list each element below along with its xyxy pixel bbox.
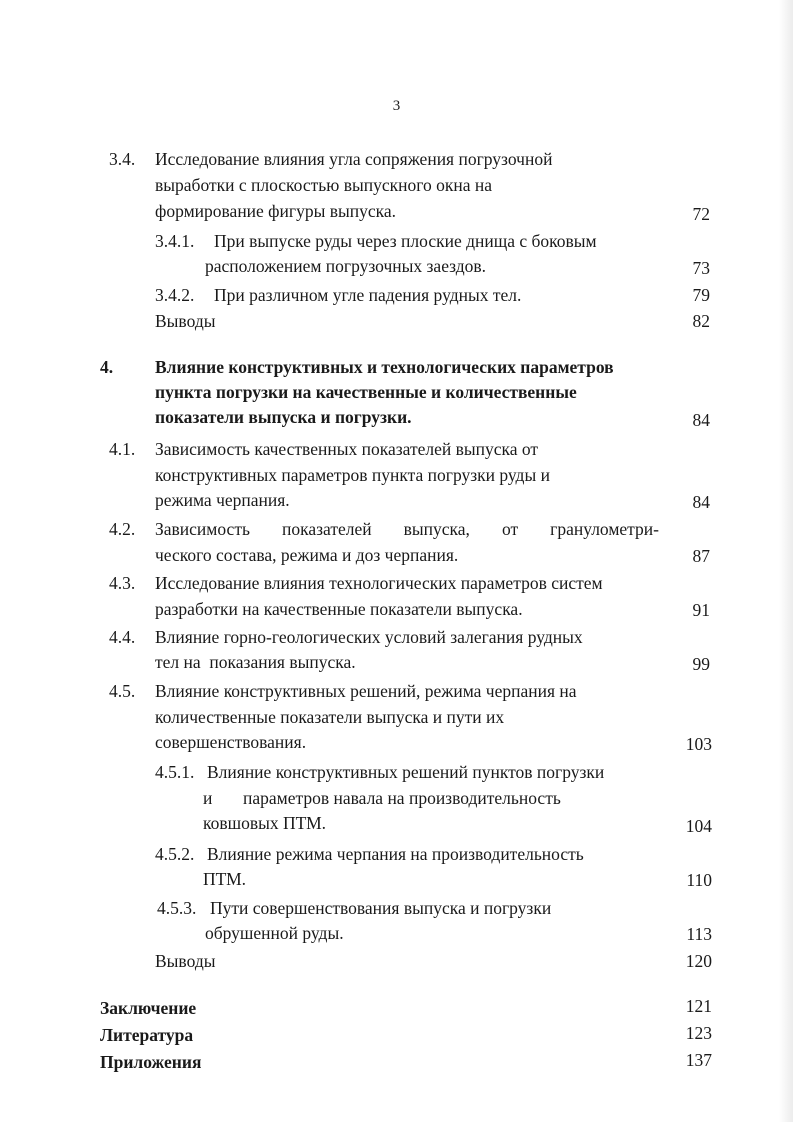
toc-page-literature: 123 (685, 1023, 712, 1043)
toc-page-conclusions-4: 120 (685, 951, 712, 971)
toc-entry-4-line2: пункта погрузки на качественные и количественные (155, 382, 577, 402)
toc-number-4: 4. (100, 357, 114, 377)
toc-number-4-5: 4.5. (109, 681, 136, 701)
toc-number-4-1: 4.1. (109, 439, 136, 459)
toc-entry-4-5-3-line1: Пути совершенствования выпуска и погрузки (210, 898, 552, 918)
page-number: 3 (392, 98, 401, 114)
toc-entry-3-4-line1: Исследование влияния угла сопряжения погрузочной (155, 149, 553, 169)
toc-number-3-4-2: 3.4.2. (155, 285, 195, 305)
toc-entry-literature: Литература (100, 1025, 194, 1045)
toc-entry-4-1-line1: Зависимость качественных показателей выпуска от (155, 439, 539, 459)
toc-entry-4-5-line1: Влияние конструктивных решений, режима черпания на (155, 681, 577, 701)
toc-page-4-2: 87 (692, 546, 710, 566)
toc-entry-4-line1: Влияние конструктивных и технологических параметров (155, 357, 614, 377)
toc-entry-4-1-line3: режима черпания. (155, 490, 290, 510)
toc-page-appendices: 137 (685, 1050, 712, 1070)
toc-entry-4-5-1-line1: Влияние конструктивных решений пунктов погрузки (207, 762, 605, 782)
toc-entry-4-5-line3: совершенствования. (155, 732, 307, 752)
toc-page-conclusions-3: 82 (692, 311, 710, 331)
toc-number-4-4: 4.4. (109, 627, 136, 647)
toc-entry-appendices: Приложения (100, 1052, 202, 1072)
toc-entry-4-5-3-line2: обрушенной руды. (205, 923, 344, 943)
toc-page-3-4-2: 79 (692, 285, 710, 305)
toc-number-4-2: 4.2. (109, 519, 136, 539)
toc-entry-3-4-1-line1: При выпуске руды через плоские днища с боковым (214, 231, 597, 251)
toc-page-4-3: 91 (692, 600, 710, 620)
toc-page-4-5: 103 (685, 734, 712, 754)
toc-entry-4-3-line1: Исследование влияния технологических параметров систем (155, 573, 603, 593)
toc-entry-4-5-1-line3: ковшовых ПТМ. (203, 813, 327, 833)
toc-entry-4-5-1-line2: и параметров навала на производительность (203, 788, 561, 808)
toc-number-4-5-2: 4.5.2. (155, 844, 195, 864)
toc-number-3-4-1: 3.4.1. (155, 231, 195, 251)
toc-number-3-4: 3.4. (109, 149, 136, 169)
toc-entry-3-4-2-line1: При различном угле падения рудных тел. (214, 285, 522, 305)
toc-entry-4-5-2-line1: Влияние режима черпания на производительность (207, 844, 584, 864)
scan-edge-shadow (779, 0, 793, 1122)
toc-entry-conclusions-4: Выводы (155, 951, 216, 971)
toc-entry-4-4-line1: Влияние горно-геологических условий залегания рудных (155, 627, 583, 647)
toc-entry-4-5-line2: количественные показатели выпуска и пути их (155, 707, 505, 727)
toc-entry-conclusion: Заключение (100, 998, 197, 1018)
toc-number-4-5-3: 4.5.3. (157, 898, 197, 918)
toc-page-4-5-3: 113 (686, 924, 712, 944)
toc-page-4: 84 (692, 410, 710, 430)
toc-entry-4-line3: показатели выпуска и погрузки. (155, 407, 412, 427)
toc-entry-conclusions-3: Выводы (155, 311, 216, 331)
toc-entry-4-1-line2: конструктивных параметров пункта погрузки руды и (155, 465, 550, 485)
toc-entry-4-5-2-line2: ПТМ. (203, 869, 247, 889)
toc-entry-4-2-line2: ческого состава, режима и доз черпания. (155, 545, 459, 565)
toc-page-4-5-1: 104 (685, 816, 712, 836)
toc-entry-3-4-1-line2: расположением погрузочных заездов. (205, 256, 487, 276)
toc-page-3-4-1: 73 (692, 258, 710, 278)
toc-number-4-3: 4.3. (109, 573, 136, 593)
toc-page-4-5-2: 110 (686, 870, 712, 890)
toc-page-conclusion: 121 (685, 996, 712, 1016)
toc-entry-4-3-line2: разработки на качественные показатели выпуска. (155, 599, 523, 619)
toc-entry-4-2-line1: Зависимость показателей выпуска, от гранулометри- (155, 519, 659, 539)
toc-number-4-5-1: 4.5.1. (155, 762, 195, 782)
toc-page-3-4: 72 (692, 204, 710, 224)
toc-page-4-4: 99 (692, 654, 710, 674)
toc-entry-3-4-line3: формирование фигуры выпуска. (155, 201, 396, 221)
toc-entry-3-4-line2: выработки с плоскостью выпускного окна на (155, 175, 492, 195)
toc-entry-4-4-line2: тел на показания выпуска. (155, 652, 356, 672)
toc-page-4-1: 84 (692, 492, 710, 512)
